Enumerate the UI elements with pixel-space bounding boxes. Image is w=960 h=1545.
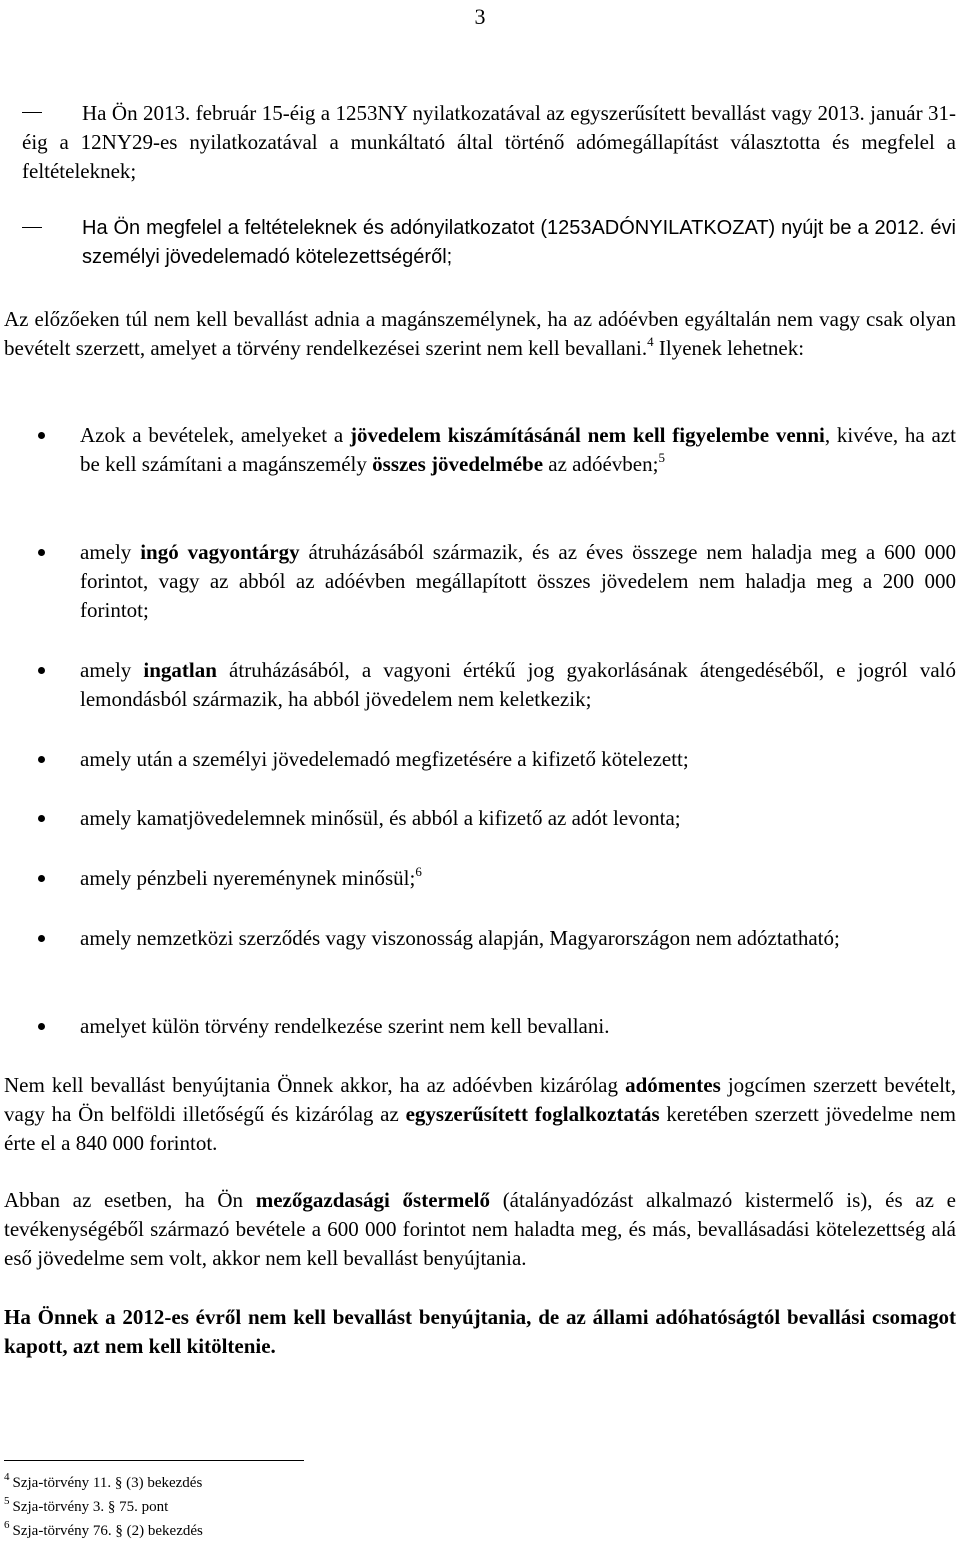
footnote-ref: 6: [415, 864, 422, 879]
dash-item-text: Ha Ön megfelel a feltételeknek és adónyilatkozatot (1253ADÓNYILATKOZAT) nyújt be a 2012. évi személyi jövedelemadó kötelezettségéről;: [82, 217, 956, 268]
bullet-item: [4, 745, 956, 774]
bullet-item: [4, 538, 956, 625]
page-number: 3: [474, 4, 486, 29]
bullet-text: Azok a bevételek, amelyeket a jövedelem kiszámításánál nem kell figyelembe venni, kivéve, ha azt be kell számítani a magánszemély összes jövedelmébe az adóévben;$^5$: [80, 423, 957, 476]
paragraph-exempt-income: Nem kell bevallást benyújtania Önnek akkor, ha az adóévben kizárólag adómentes jogcímen szerzett bevételt, vagy ha Ön belföldi illetőségű és kizárólag az egyszerűsített foglalkoztatás keretében szerzett jövedelme nem érte el a 840 000 forintot.: [4, 1073, 956, 1155]
bullet-text: amely után a személyi jövedelemadó megfizetésére a kifizető kötelezett;: [80, 747, 689, 771]
footnote: $^6$ Szja-törvény 76. § (2) bekezdés: [4, 1519, 203, 1539]
bullet-text: amelyet külön törvény rendelkezése szerint nem kell bevallani.: [80, 1014, 610, 1038]
dash-marker: [22, 227, 42, 228]
bullet-marker: [38, 815, 45, 822]
bullet-text: amely kamatjövedelemnek minősül, és abból a kifizető az adót levonta;: [80, 806, 681, 830]
bullet-item: [4, 421, 956, 479]
bullet-item: [4, 924, 956, 953]
bullet-marker: [38, 667, 45, 674]
footnote-ref: 4: [647, 334, 654, 349]
bullet-item: [4, 864, 956, 893]
bullet-marker: [38, 756, 45, 763]
bullet-text: amely pénzbeli nyereménynek minősül;$^6$: [80, 864, 422, 890]
dash-item-text: Ha Ön 2013. február 15-éig a 1253NY nyilatkozatával az egyszerűsített bevallást vagy 2013. január 31-éig a 12NY29-es nyilatkozatával a munkáltató által történő adómegállapítást választotta és megfelel a feltételeknek;: [22, 101, 956, 183]
bullet-marker: [38, 432, 45, 439]
bullet-text: amely nemzetközi szerződés vagy viszonosság alapján, Magyarországon nem adóztatható;: [80, 926, 840, 950]
footnote: $^5$ Szja-törvény 3. § 75. pont: [4, 1495, 169, 1515]
footnote-separator: [4, 1460, 304, 1461]
paragraph-tax-package: Ha Önnek a 2012-es évről nem kell bevallást benyújtania, de az állami adóhatóságtól bevallási csomagot kapott, azt nem kell kitöltenie.: [4, 1305, 956, 1358]
dash-list-item: [22, 214, 956, 272]
footnote-ref: 5: [658, 450, 665, 465]
bullet-item: [4, 804, 956, 833]
dash-list-item: [22, 99, 956, 186]
bullet-text: amely ingatlan átruházásából, a vagyoni értékű jog gyakorlásának átengedéséből, e jogról való lemondásból származik, ha abból jövedelem nem keletkezik;: [80, 658, 957, 711]
footnote: $^4$ Szja-törvény 11. § (3) bekezdés: [4, 1471, 203, 1491]
bullet-item: [4, 656, 956, 714]
bullet-marker: [38, 935, 45, 942]
dash-marker: [22, 112, 42, 113]
intro-paragraph: Az előzőeken túl nem kell bevallást adnia a magánszemélynek, ha az adóévben egyáltalán nem vagy csak olyan bevételt szerzett, amelyet a törvény rendelkezései szerint nem kell bevallani.$^4$ Ilyenek lehetnek:: [4, 307, 956, 360]
paragraph-farmer: Abban az esetben, ha Ön mezőgazdasági őstermelő (átalányadózást alkalmazó kistermelő is), és az e tevékenységéből származó bevétele a 600 000 forintot nem haladta meg, és más, bevallásadási kötelezettség alá eső jövedelme sem volt, akkor nem kell bevallást benyújtania.: [4, 1188, 956, 1270]
bullet-marker: [38, 549, 45, 556]
bullet-item: [4, 1012, 956, 1041]
bullet-text: amely ingó vagyontárgy átruházásából származik, és az éves összege nem haladja meg a 600 000 forintot, vagy az abból az adóévben megállapított összes jövedelem nem haladja meg a 200 000 forintot;: [80, 540, 956, 622]
bullet-marker: [38, 875, 45, 882]
bullet-marker: [38, 1023, 45, 1030]
